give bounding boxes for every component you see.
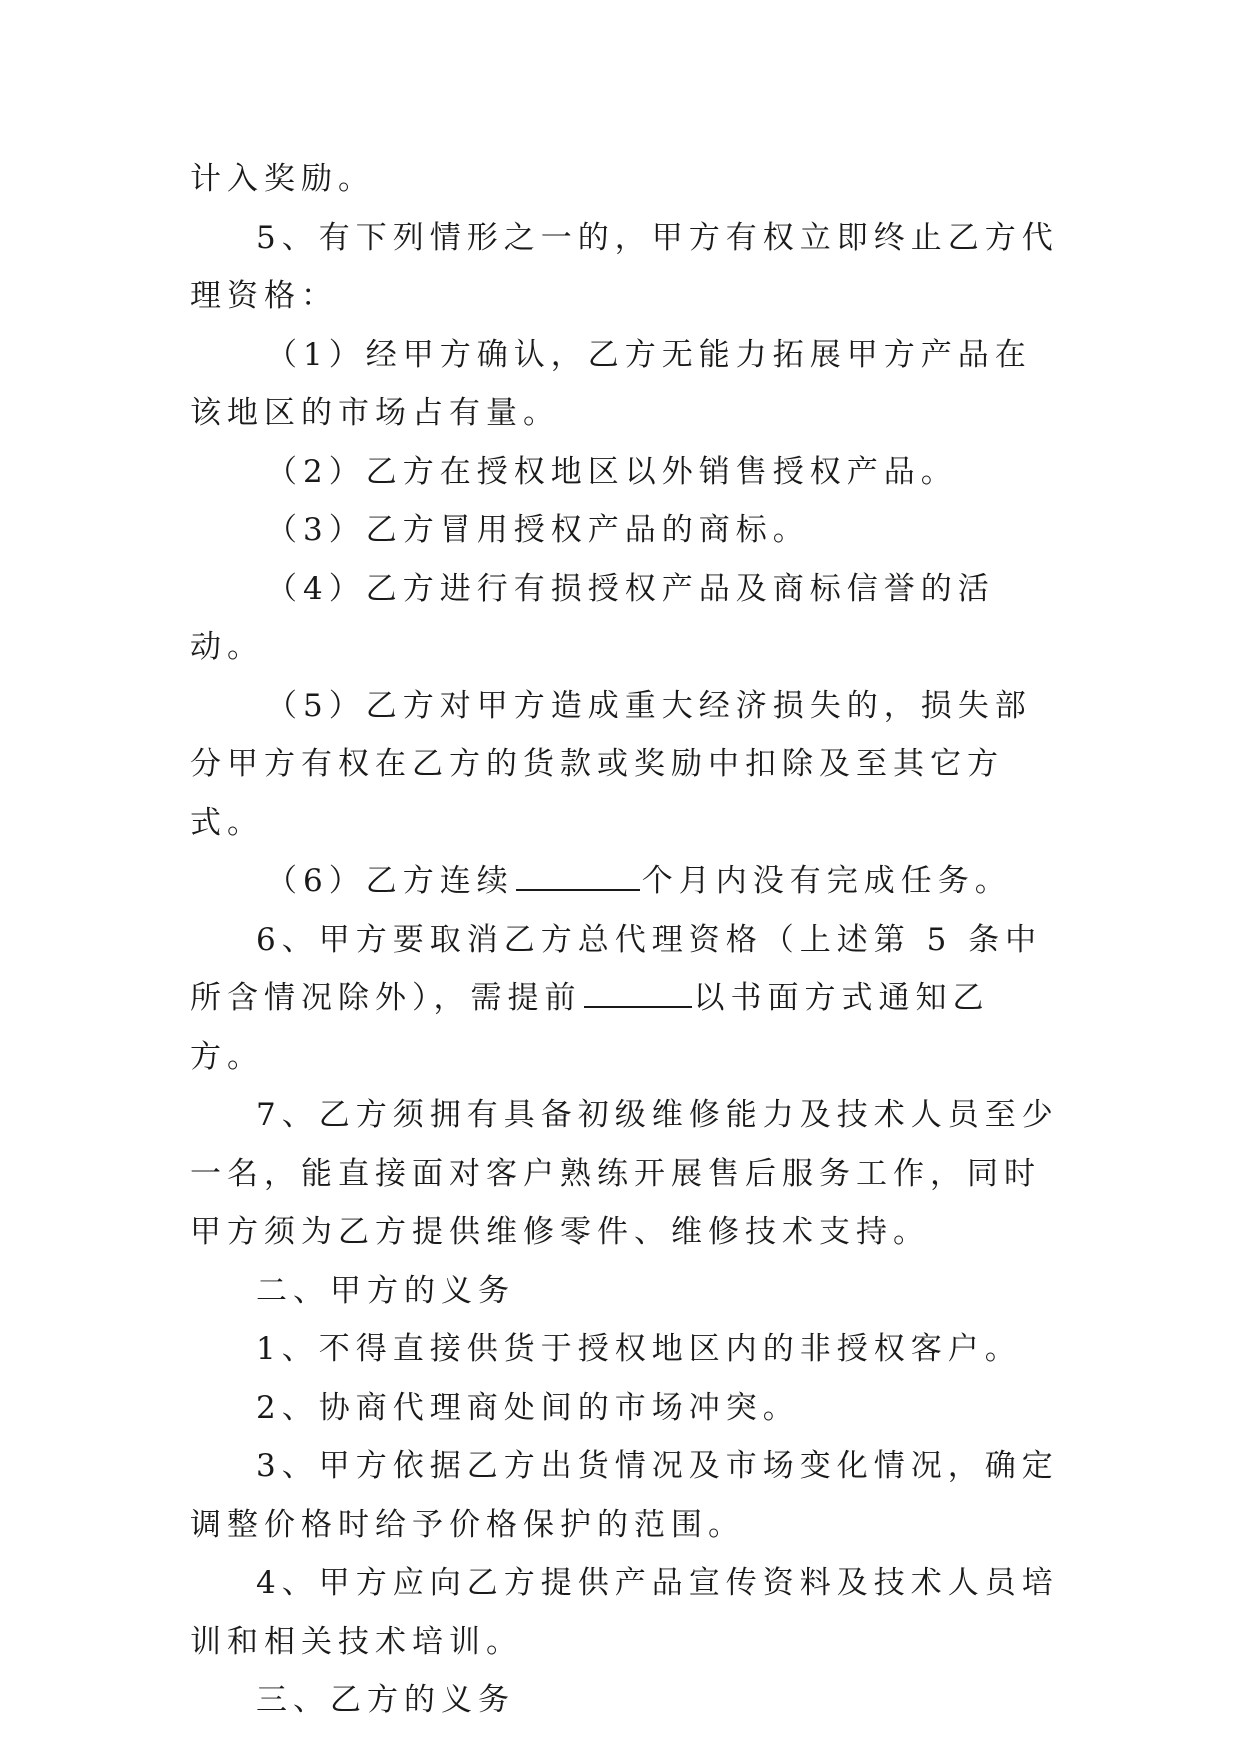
clause-6-before: 6、甲方要取消乙方总代理资格（上述第 5 条中所含情况除外），需提前 <box>190 921 1043 1016</box>
clause-6-after: 以书面方式通知乙方。 <box>190 980 990 1075</box>
clause-5-item-6-before: （6）乙方连续 <box>266 863 514 899</box>
paragraph-clause-5-item-1: （1）经甲方确认，乙方无能力拓展甲方产品在该地区的市场占有量。 <box>190 336 1032 431</box>
paragraph-reward-continuation: 计入奖励。 <box>190 161 375 197</box>
paragraph-clause-5-item-4: （4）乙方进行有损授权产品及商标信誉的活动。 <box>190 570 995 665</box>
paragraph-party-a-obligation-4: 4、甲方应向乙方提供产品宣传资料及技术人员培训和相关技术培训。 <box>190 1565 1059 1660</box>
paragraph-clause-6 <box>190 911 1060 1087</box>
paragraph-clause-5-item-3: （3）乙方冒用授权产品的商标。 <box>266 512 810 548</box>
paragraph-clause-5: 5、有下列情形之一的，甲方有权立即终止乙方代理资格： <box>190 219 1059 314</box>
fill-in-blank-notice-period <box>584 972 692 1008</box>
clause-5-item-6-after: 个月内没有完成任务。 <box>641 863 1012 899</box>
paragraph-clause-5-item-5: （5）乙方对甲方造成重大经济损失的，损失部分甲方有权在乙方的货款或奖励中扣除及至其它方式。 <box>190 687 1032 841</box>
paragraph-clause-5-item-6 <box>190 852 1060 911</box>
paragraph-party-a-obligation-2: 2、协商代理商处间的市场冲突。 <box>256 1389 800 1426</box>
paragraph-clause-7: 7、乙方须拥有具备初级维修能力及技术人员至少一名，能直接面对客户熟练开展售后服务工作，同时甲方须为乙方提供维修零件、维修技术支持。 <box>190 1097 1059 1250</box>
document-body <box>190 150 1060 1730</box>
paragraph-clause-5-item-2: （2）乙方在授权地区以外销售授权产品。 <box>266 453 958 490</box>
fill-in-blank-months <box>516 855 640 891</box>
section-heading-party-a-obligations: 二、甲方的义务 <box>256 1272 515 1309</box>
paragraph-party-a-obligation-1: 1、不得直接供货于授权地区内的非授权客户。 <box>256 1331 1022 1367</box>
section-heading-party-b-obligations: 三、乙方的义务 <box>256 1682 515 1718</box>
paragraph-party-a-obligation-3: 3、甲方依据乙方出货情况及市场变化情况，确定调整价格时给予价格保护的范围。 <box>190 1448 1059 1543</box>
